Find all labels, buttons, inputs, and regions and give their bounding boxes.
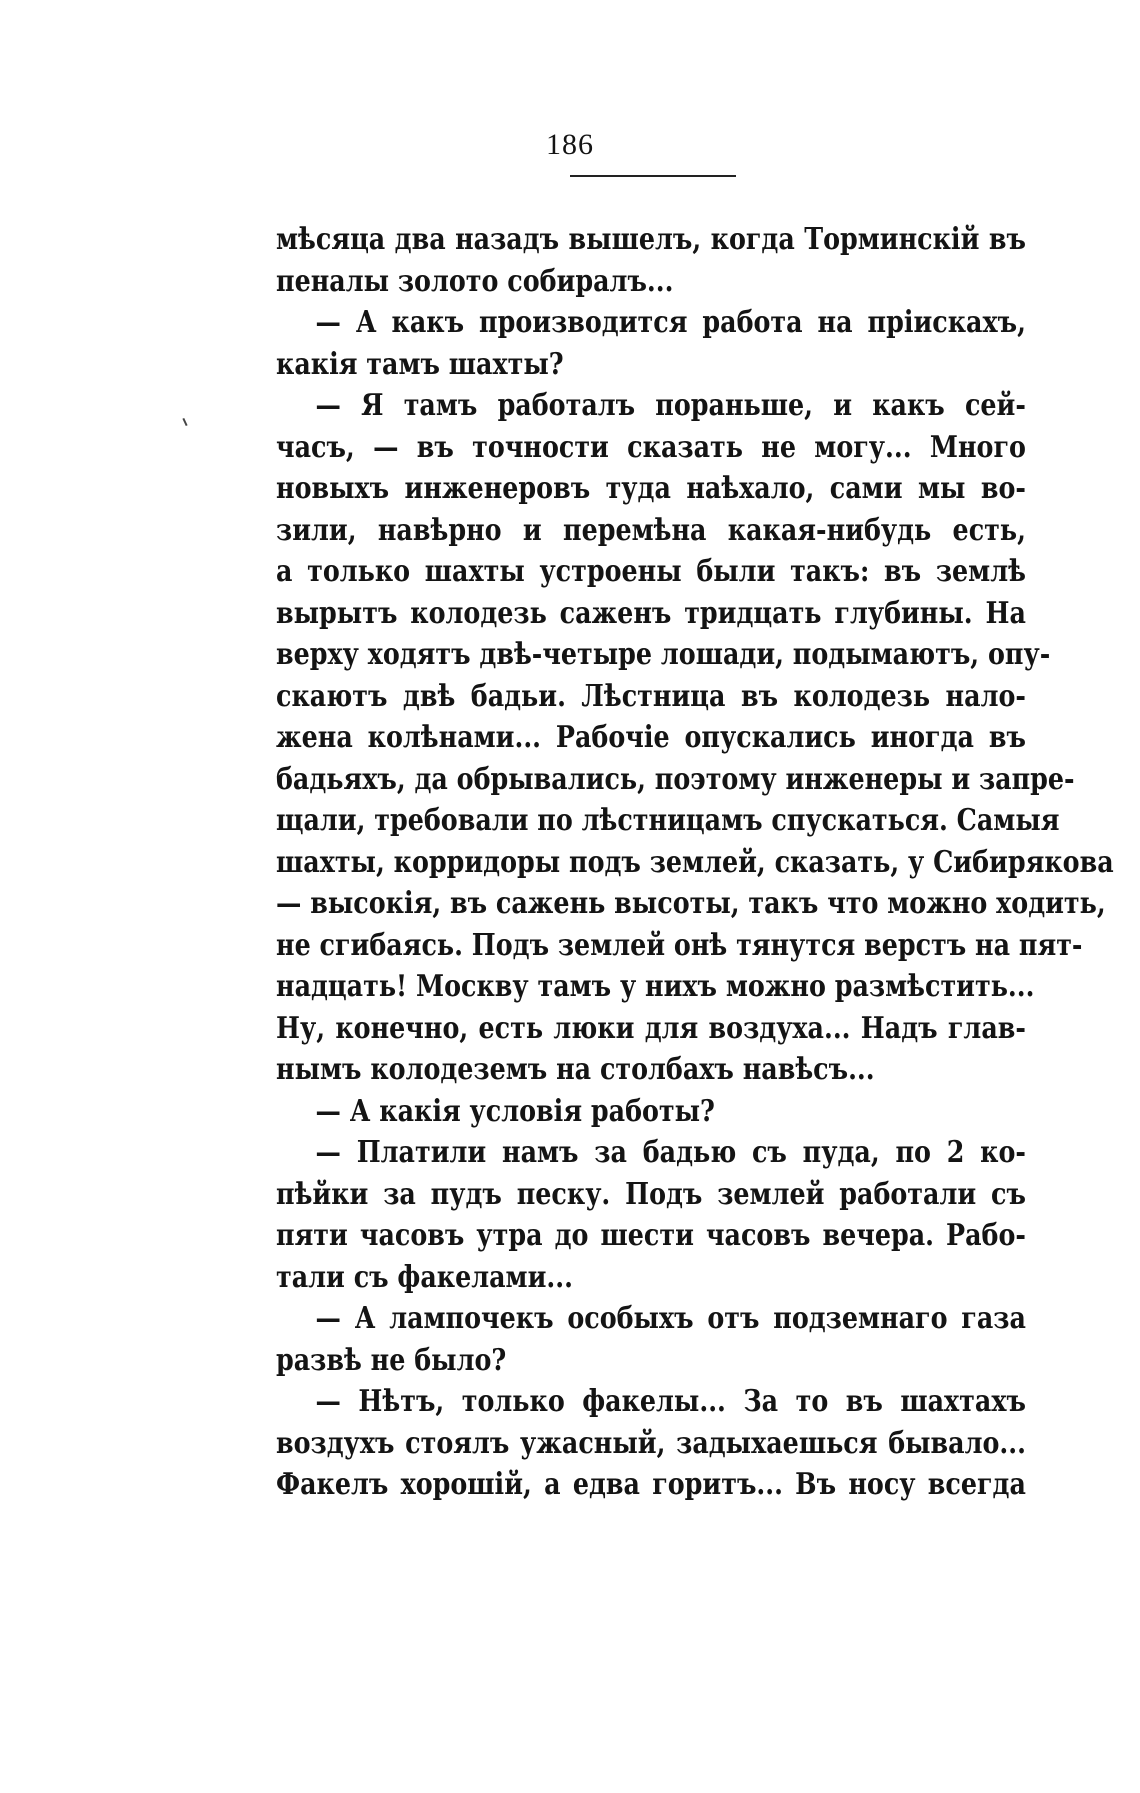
text-line: шахты, корридоры подъ землей, сказать, у Сибирякова — [276, 843, 1114, 879]
text-line: верху ходятъ двѣ-четыре лошади, подымаютъ, опу- — [276, 636, 1051, 671]
text-line: какія тамъ шахты? — [276, 345, 564, 381]
text-line: — Я тамъ работалъ пораньше, и какъ сей- — [315, 387, 1026, 422]
margin-mark — [182, 418, 187, 426]
text-line: Факелъ хорошій, а едва горитъ... Въ носу всегда — [276, 1466, 1026, 1501]
text-line: мѣсяца два назадъ вышелъ, когда Торминскій въ — [276, 221, 1026, 256]
text-line: — А какія условія работы? — [315, 1092, 715, 1128]
text-line: — Платили намъ за бадью съ пуда, по 2 ко- — [315, 1134, 1026, 1169]
text-line: пяти часовъ утра до шести часовъ вечера. Рабо- — [276, 1217, 1026, 1252]
text-line: пеналы золото собиралъ... — [276, 262, 674, 298]
text-line: тали съ факелами... — [276, 1258, 573, 1294]
text-line: воздухъ стоялъ ужасный, задыхаешься бывало... — [276, 1424, 1026, 1460]
text-line: вырытъ колодезь саженъ тридцать глубины. На — [276, 594, 1026, 630]
text-line: часъ, — въ точности сказать не могу... Много — [276, 428, 1026, 464]
text-line: пѣйки за пудъ песку. Подъ землей работали съ — [276, 1175, 1026, 1211]
text-line: — высокія, въ сажень высоты, такъ что можно ходить, — [276, 885, 1106, 920]
body-text — [276, 218, 1114, 1505]
text-line: жена колѣнами... Рабочіе опускались иногда въ — [276, 719, 1026, 754]
text-line: щали, требовали по лѣстницамъ спускаться. Самыя — [276, 802, 1060, 837]
page-number: 186 — [546, 128, 594, 161]
page-number-rule — [570, 175, 736, 177]
text-line: зили, навѣрно и перемѣна какая-нибудь есть, — [276, 511, 1026, 547]
text-line: — Нѣтъ, только факелы... За то въ шахтахъ — [315, 1383, 1026, 1418]
text-line: бадьяхъ, да обрывались, поэтому инженеры и запре- — [276, 760, 1075, 796]
text-line: — А лампочекъ особыхъ отъ подземнаго газа — [315, 1300, 1026, 1335]
text-line: не сгибаясь. Подъ землей онѣ тянутся верстъ на пят- — [276, 926, 1083, 962]
text-line: — А какъ производится работа на пріискахъ, — [315, 304, 1026, 339]
text-line: развѣ не было? — [276, 1341, 507, 1377]
text-line: надцать! Москву тамъ у нихъ можно размѣстить... — [276, 968, 1035, 1003]
text-line: скаютъ двѣ бадьи. Лѣстница въ колодезь нало- — [276, 677, 1026, 713]
text-line: нымъ колодеземъ на столбахъ навѣсъ... — [276, 1051, 875, 1086]
text-line: новыхъ инженеровъ туда наѣхало, сами мы во- — [276, 470, 1026, 505]
text-line: а только шахты устроены были такъ: въ землѣ — [276, 553, 1026, 588]
text-line: Ну, конечно, есть люки для воздуха... Надъ глав- — [276, 1009, 1026, 1045]
